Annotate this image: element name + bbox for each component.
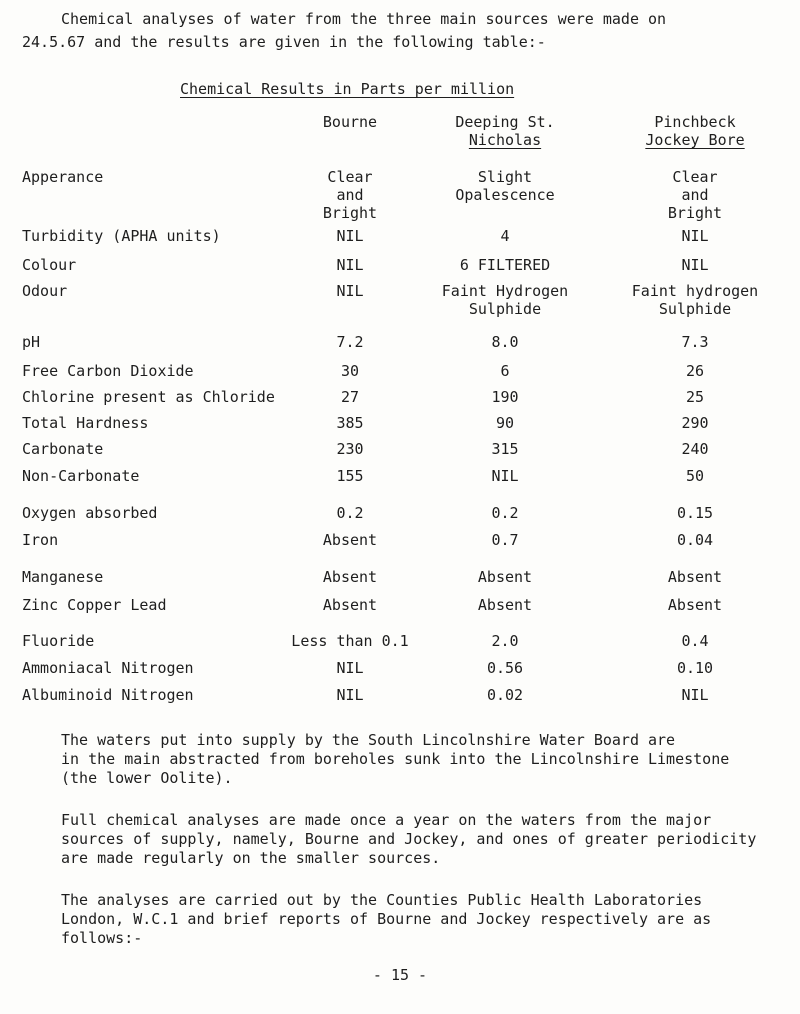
row-label: Iron	[22, 531, 59, 549]
cell-pinchbeck: Absent	[667, 596, 723, 614]
row-label: Carbonate	[22, 440, 104, 458]
cell-pinchbeck: Absent	[667, 568, 723, 586]
intro-line-1: Chemical analyses of water from the three main sources were made on	[61, 10, 667, 28]
cell-bourne: 7.2	[336, 333, 364, 351]
page-number: - 15 -	[372, 966, 428, 984]
row-label: Apperance	[22, 168, 104, 186]
cell-bourne: NIL	[336, 282, 364, 300]
cell-pinchbeck: Bright	[667, 204, 723, 222]
cell-pinchbeck: Sulphide	[658, 300, 732, 318]
cell-bourne: Clear	[327, 168, 373, 186]
cell-deeping: 0.7	[491, 531, 519, 549]
cell-bourne: Absent	[322, 596, 378, 614]
cell-bourne: Absent	[322, 531, 378, 549]
row-label: Total Hardness	[22, 414, 149, 432]
cell-deeping: Absent	[477, 568, 533, 586]
table-title: Chemical Results in Parts per million	[180, 80, 515, 98]
cell-pinchbeck: 0.04	[676, 531, 714, 549]
cell-pinchbeck: NIL	[681, 256, 709, 274]
cell-deeping: 0.02	[486, 686, 524, 704]
cell-bourne: 30	[340, 362, 360, 380]
row-label: Colour	[22, 256, 77, 274]
cell-bourne: Bright	[322, 204, 378, 222]
paragraph-laboratories: The analyses are carried out by the Counties Public Health Laboratories London, W.C.1 and brief reports of Bourne and Jockey respectively are as follows:-	[61, 891, 712, 947]
cell-deeping: Sulphide	[468, 300, 542, 318]
row-label: Turbidity (APHA units)	[22, 227, 221, 245]
cell-deeping: 315	[491, 440, 519, 458]
cell-deeping: 90	[495, 414, 515, 432]
intro-line-2: 24.5.67 and the results are given in the following table:-	[22, 33, 546, 51]
cell-pinchbeck: Clear	[672, 168, 718, 186]
cell-deeping: 190	[491, 388, 519, 406]
cell-pinchbeck: 0.4	[681, 632, 709, 650]
cell-deeping: NIL	[491, 467, 519, 485]
cell-deeping: Slight	[477, 168, 533, 186]
cell-deeping: 6	[500, 362, 510, 380]
column-header-pinchbeck-line1: Pinchbeck	[654, 113, 736, 131]
cell-bourne: NIL	[336, 256, 364, 274]
column-header-deeping-line1: Deeping St.	[455, 113, 555, 131]
cell-deeping: Absent	[477, 596, 533, 614]
cell-pinchbeck: 25	[685, 388, 705, 406]
cell-bourne: 155	[336, 467, 364, 485]
cell-bourne: NIL	[336, 686, 364, 704]
column-header-pinchbeck-line2: Jockey Bore	[645, 131, 745, 149]
cell-bourne: 27	[340, 388, 360, 406]
cell-pinchbeck: NIL	[681, 227, 709, 245]
row-label: Zinc Copper Lead	[22, 596, 167, 614]
cell-deeping: 4	[500, 227, 510, 245]
cell-deeping: 8.0	[491, 333, 519, 351]
cell-pinchbeck: NIL	[681, 686, 709, 704]
cell-bourne: and	[336, 186, 364, 204]
cell-bourne: Less than 0.1	[291, 632, 409, 650]
cell-deeping: 0.2	[491, 504, 519, 522]
row-label: Manganese	[22, 568, 104, 586]
cell-deeping: Faint Hydrogen	[441, 282, 569, 300]
row-label: Oxygen absorbed	[22, 504, 158, 522]
cell-bourne: 0.2	[336, 504, 364, 522]
row-label: Odour	[22, 282, 68, 300]
paragraph-supply: The waters put into supply by the South Lincolnshire Water Board are in the main abstracted from boreholes sunk into the Lincolnshire Limestone (the lower Oolite).	[61, 731, 730, 787]
cell-bourne: 385	[336, 414, 364, 432]
cell-bourne: Absent	[322, 568, 378, 586]
cell-pinchbeck: 0.10	[676, 659, 714, 677]
cell-deeping: 2.0	[491, 632, 519, 650]
row-label: Chlorine present as Chloride	[22, 388, 275, 406]
cell-deeping: Opalescence	[455, 186, 555, 204]
row-label: Non-Carbonate	[22, 467, 140, 485]
row-label: Ammoniacal Nitrogen	[22, 659, 194, 677]
cell-pinchbeck: 290	[681, 414, 709, 432]
column-header-bourne: Bourne	[322, 113, 378, 131]
cell-pinchbeck: 7.3	[681, 333, 709, 351]
column-header-deeping-line2: Nicholas	[468, 131, 542, 149]
cell-pinchbeck: and	[681, 186, 709, 204]
cell-pinchbeck: 26	[685, 362, 705, 380]
cell-pinchbeck: 0.15	[676, 504, 714, 522]
paragraph-analyses-frequency: Full chemical analyses are made once a year on the waters from the major sources of supply, namely, Bourne and Jockey, and ones of greater periodicity are made regularly on the smaller sources.	[61, 811, 757, 867]
row-label: pH	[22, 333, 41, 351]
row-label: Fluoride	[22, 632, 95, 650]
cell-bourne: 230	[336, 440, 364, 458]
cell-pinchbeck: Faint hydrogen	[631, 282, 759, 300]
row-label: Free Carbon Dioxide	[22, 362, 194, 380]
cell-bourne: NIL	[336, 659, 364, 677]
cell-deeping: 6 FILTERED	[459, 256, 551, 274]
cell-deeping: 0.56	[486, 659, 524, 677]
row-label: Albuminoid Nitrogen	[22, 686, 194, 704]
cell-pinchbeck: 240	[681, 440, 709, 458]
cell-pinchbeck: 50	[685, 467, 705, 485]
cell-bourne: NIL	[336, 227, 364, 245]
